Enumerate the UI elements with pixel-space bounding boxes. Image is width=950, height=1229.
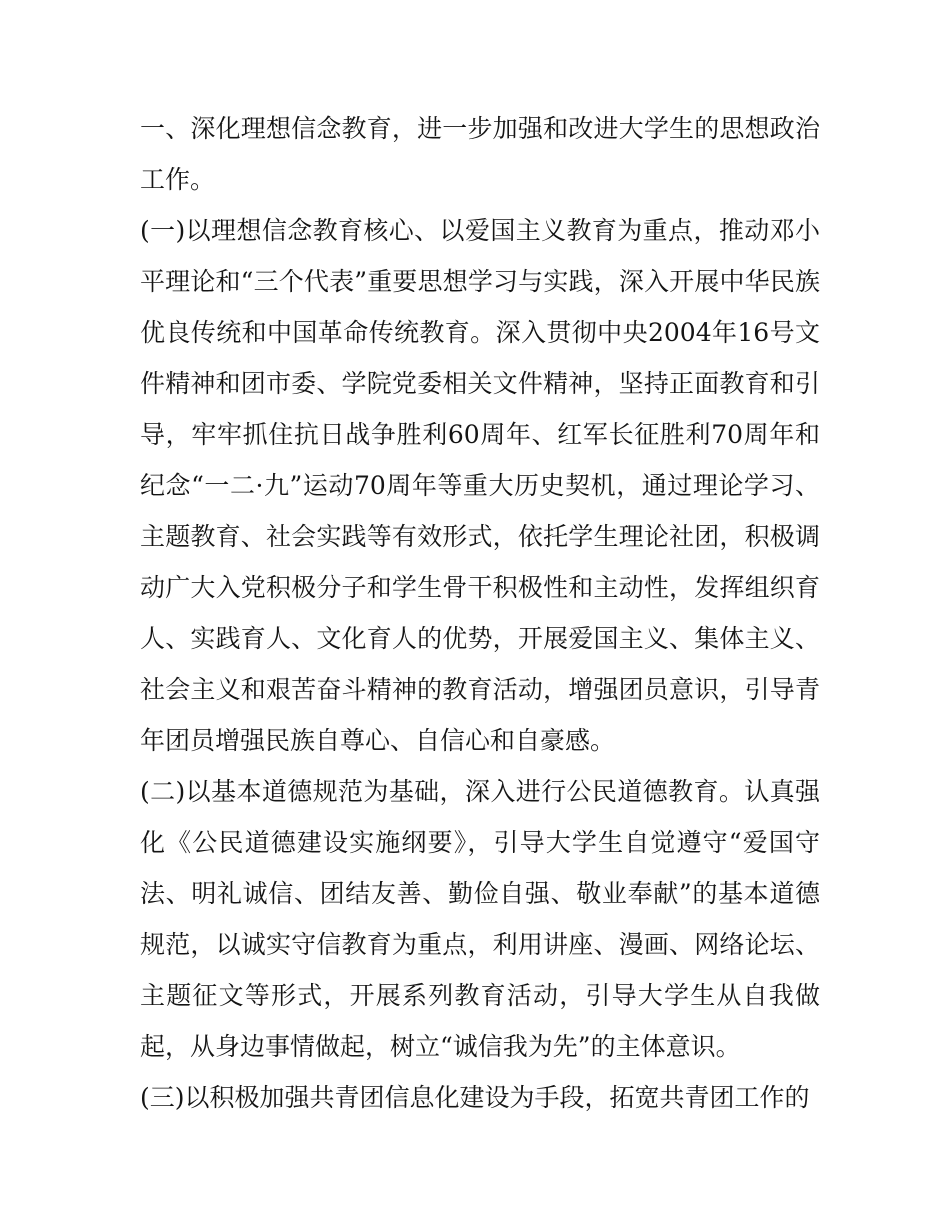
document-body <box>140 103 820 1123</box>
paragraph-ideals-education: (一)以理想信念教育核心、以爱国主义教育为重点，推动邓小平理论和“三个代表”重要思想学习与实践，深入开展中华民族优良传统和中国革命传统教育。深入贯彻中央2004年16号文件精神和团市委、学院党委相关文件精神，坚持正面教育和引导，牢牢抓住抗日战争胜利60周年、红军长征胜利70周年和纪念“一二·九”运动70周年等重大历史契机，通过理论学习、主题教育、社会实践等有效形式，依托学生理论社团，积极调动广大入党积极分子和学生骨干积极性和主动性，发挥组织育人、实践育人、文化育人的优势，开展爱国主义、集体主义、社会主义和艰苦奋斗精神的教育活动，增强团员意识，引导青年团员增强民族自尊心、自信心和自豪感。 <box>140 216 820 755</box>
section-heading: 一、深化理想信念教育，进一步加强和改进大学生的思想政治工作。 <box>140 114 820 194</box>
paragraph-informatization: (三)以积极加强共青团信息化建设为手段，拓宽共青团工作的 <box>140 1083 810 1112</box>
paragraph-moral-education: (二)以基本道德规范为基础，深入进行公民道德教育。认真强化《公民道德建设实施纲要》，引导大学生自觉遵守“爱国守法、明礼诚信、团结友善、勤俭自强、敬业奉献”的基本道德规范，以诚实守信教育为重点，利用讲座、漫画、网络论坛、主题征文等形式，开展系列教育活动，引导大学生从自我做起，从身边事情做起，树立“诚信我为先”的主体意识。 <box>140 777 820 1061</box>
